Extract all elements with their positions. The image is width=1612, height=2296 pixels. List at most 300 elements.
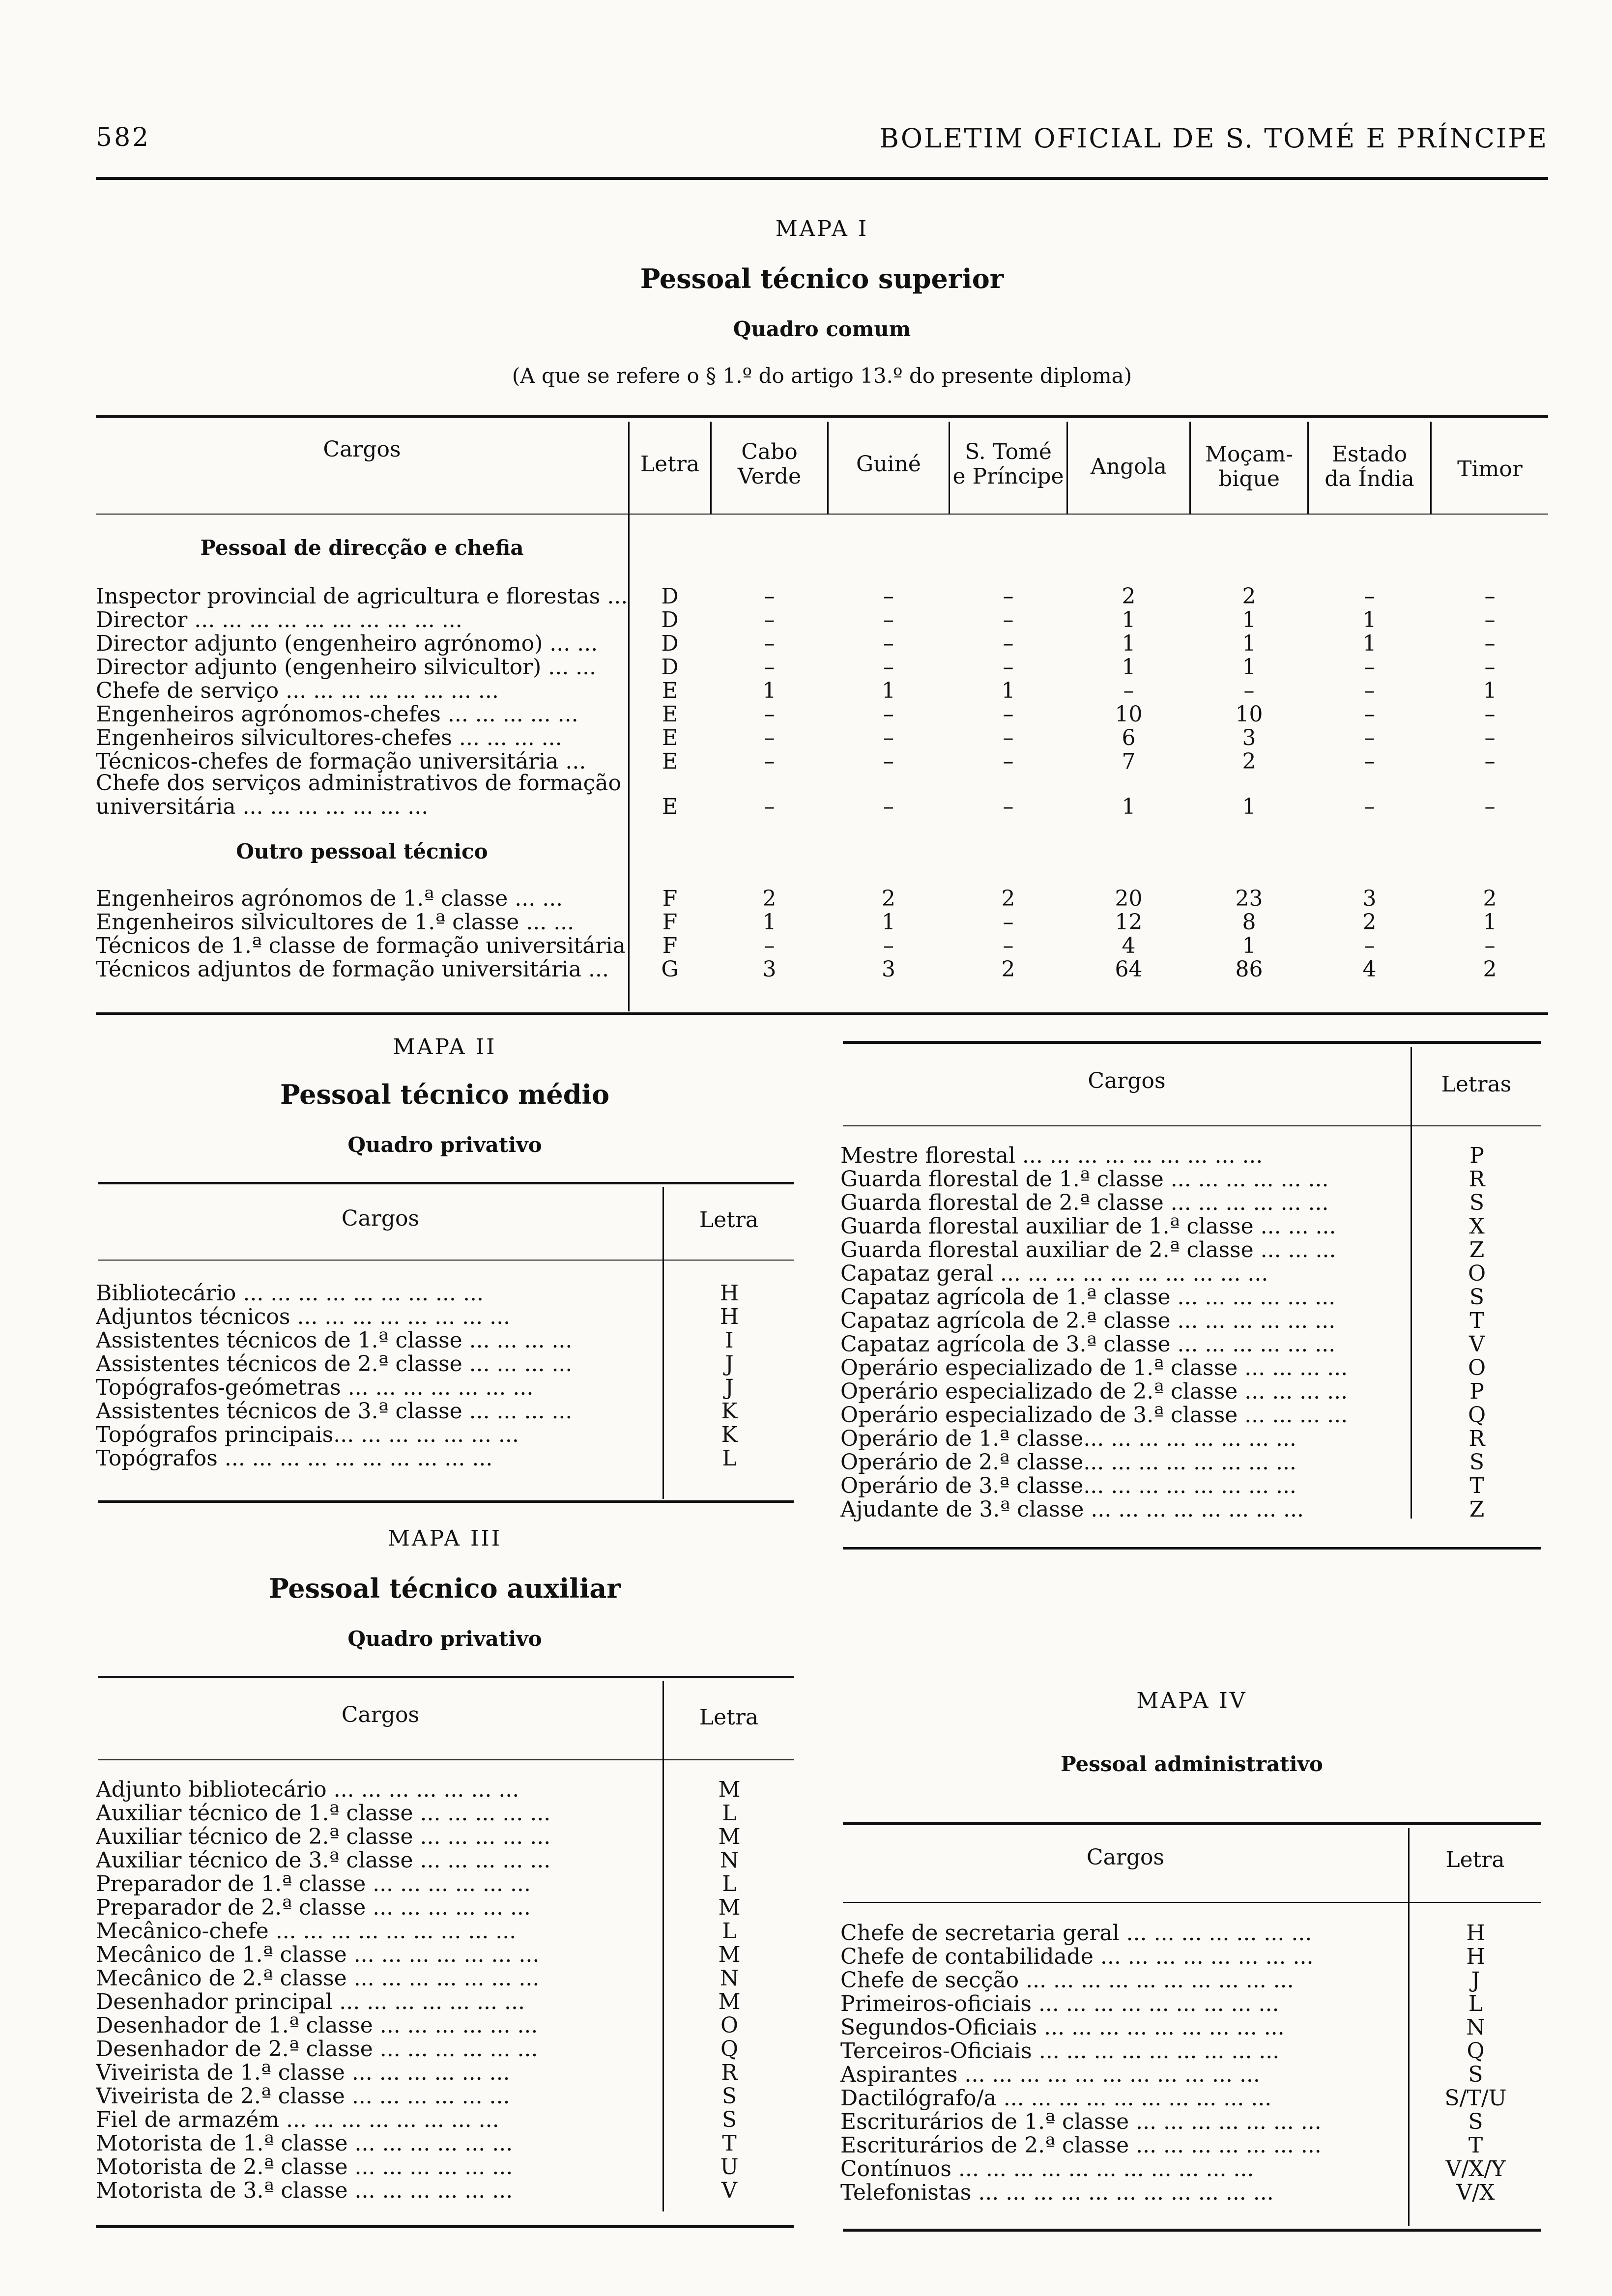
list-item: [840, 1922, 1541, 1945]
cv-cell: 1: [762, 910, 777, 935]
list-item: [96, 2038, 794, 2061]
in-cell: –: [1364, 655, 1375, 680]
letra-cell: V/X: [1456, 2180, 1495, 2205]
cargo-cell: Operário de 1.ª classe... ... ... ... ... ... ... ...: [840, 1427, 1296, 1451]
st-cell: –: [1003, 631, 1014, 656]
cargo-cell: Motorista de 3.ª classe ... ... ... ... ... ...: [96, 2179, 513, 2203]
cont-header-letras: Letras: [1441, 1072, 1512, 1097]
list-item: [96, 2085, 794, 2108]
mapa2-label: MAPA II: [393, 1034, 497, 1060]
letra-cell: V: [721, 2178, 737, 2203]
table-row: [96, 679, 1548, 703]
mapa1-header-guine: Guiné: [856, 452, 921, 477]
letra-cell: E: [662, 678, 678, 703]
cv-cell: –: [764, 631, 775, 656]
list-item: [96, 1943, 794, 1967]
an-cell: 7: [1122, 749, 1136, 774]
letra-cell: I: [725, 1328, 734, 1353]
gu-cell: –: [883, 702, 894, 727]
list-item: [96, 1896, 794, 1920]
table-row: [96, 726, 1548, 750]
list-item: [96, 1352, 794, 1376]
list-item: [96, 2108, 794, 2132]
gu-cell: 1: [882, 678, 895, 703]
letra-cell: D: [661, 584, 679, 609]
mo-cell: 3: [1242, 725, 1256, 750]
table-row: [96, 750, 1548, 774]
an-cell: 1: [1122, 631, 1136, 656]
an-cell: 12: [1115, 910, 1143, 935]
publication-title: BOLETIM OFICIAL DE S. TOMÉ E PRÍNCIPE: [879, 123, 1548, 154]
letra-cell: Q: [1468, 1403, 1486, 1428]
letra-cell: Q: [720, 2037, 739, 2062]
ti-cell: –: [1484, 702, 1496, 727]
list-item: [96, 1849, 794, 1872]
letra-cell: J: [1471, 1968, 1480, 1993]
cargo-cell: Topógrafos ... ... ... ... ... ... ... ... ... ...: [96, 1447, 493, 1470]
letra-cell: S: [1469, 1450, 1485, 1475]
cargo-cell: Mecânico-chefe ... ... ... ... ... ... ... ... ...: [96, 1920, 517, 1943]
letra-cell: F: [662, 933, 678, 958]
cargo-cell: Guarda florestal auxiliar de 1.ª classe ... ... ...: [840, 1215, 1336, 1238]
list-item: [840, 1380, 1541, 1404]
letra-cell: L: [722, 1919, 737, 1944]
list-item: [96, 1447, 794, 1470]
st-cell: –: [1003, 702, 1014, 727]
letra-cell: G: [661, 957, 679, 982]
letra-cell: O: [1468, 1261, 1486, 1286]
cargo-cell: Viveirista de 2.ª classe ... ... ... ... ... ...: [96, 2085, 510, 2108]
letra-cell: F: [662, 910, 678, 935]
letra-cell: L: [722, 1446, 737, 1471]
letra-cell: V/X/Y: [1445, 2156, 1506, 2181]
list-item: [96, 1778, 794, 1802]
cargo-cell: Preparador de 1.ª classe ... ... ... ... ... ...: [96, 1872, 531, 1896]
list-item: [840, 2039, 1541, 2063]
cargo-cell: Guarda florestal de 2.ª classe ... ... ... ... ... ...: [840, 1191, 1329, 1215]
list-item: [96, 1802, 794, 1825]
mapa1-subtitle: Quadro comum: [733, 317, 911, 341]
mapa1-note: (A que se refere o § 1.º do artigo 13.º do presente diploma): [512, 364, 1132, 388]
mapa1-header-sao-tome: S. Tomé e Príncipe: [952, 439, 1064, 489]
table-row: [96, 887, 1548, 911]
letra-cell: O: [720, 2013, 739, 2038]
cargo-cell: Operário de 2.ª classe... ... ... ... ... ... ... ...: [840, 1451, 1296, 1474]
list-item: [96, 2132, 794, 2155]
table-row: [96, 703, 1548, 726]
cargo-cell: Escriturários de 1.ª classe ... ... ... ... ... ... ...: [840, 2110, 1322, 2134]
mo-cell: 10: [1235, 702, 1263, 727]
cv-cell: 1: [762, 678, 777, 703]
letra-cell: H: [1466, 1921, 1485, 1946]
letra-cell: E: [662, 725, 678, 750]
gu-cell: –: [883, 749, 894, 774]
in-cell: 1: [1362, 631, 1377, 656]
cv-cell: –: [764, 607, 775, 632]
mapa3-header-letra: Letra: [699, 1705, 759, 1730]
cargo-cell: Director adjunto (engenheiro silvicultor) ... ...: [96, 656, 597, 679]
ti-cell: –: [1484, 584, 1496, 609]
cargo-cell: Mecânico de 1.ª classe ... ... ... ... ... ... ...: [96, 1943, 540, 1967]
letra-cell: F: [662, 886, 678, 911]
mapa3-label: MAPA III: [387, 1526, 502, 1551]
gu-cell: –: [883, 725, 894, 750]
page-number: 582: [96, 123, 151, 152]
cargo-cell: Mestre florestal ... ... ... ... ... ... ... ... ...: [840, 1144, 1263, 1168]
cargo-cell: Segundos-Oficiais ... ... ... ... ... ... ... ... ...: [840, 2016, 1285, 2039]
an-cell: 20: [1115, 886, 1143, 911]
cargo-cell: Capataz geral ... ... ... ... ... ... ... ... ... ...: [840, 1262, 1268, 1286]
cargo-cell: Director adjunto (engenheiro agrónomo) ... ...: [96, 632, 598, 656]
cargo-cell: Guarda florestal auxiliar de 2.ª classe ... ... ...: [840, 1238, 1336, 1262]
cargo-cell: Contínuos ... ... ... ... ... ... ... ... ... ... ...: [840, 2157, 1254, 2181]
cargo-cell: Inspector provincial de agricultura e florestas ...: [96, 585, 628, 608]
in-cell: 1: [1362, 607, 1377, 632]
st-cell: 1: [1001, 678, 1015, 703]
cargo-cell: Topógrafos principais... ... ... ... ... ... ...: [96, 1423, 519, 1447]
mo-cell: 1: [1242, 655, 1256, 680]
table-row: universitária ... ... ... ... ... ... ... E – – – 1 1 – –: [96, 794, 1496, 819]
ti-cell: 1: [1483, 678, 1497, 703]
cv-cell: –: [764, 584, 775, 609]
letra-cell: S: [1469, 1190, 1485, 1215]
letra-cell: U: [720, 2154, 739, 2180]
cargo-cell: Operário especializado de 1.ª classe ... ... ... ...: [840, 1356, 1348, 1380]
cargo-cell: Auxiliar técnico de 2.ª classe ... ... ... ... ...: [96, 1825, 551, 1849]
list-item: [840, 2087, 1541, 2110]
mapa2-header-letra: Letra: [699, 1207, 759, 1233]
letra-cell: T: [722, 2131, 737, 2156]
list-item: [96, 2155, 794, 2179]
cargo-cell: Director ... ... ... ... ... ... ... ... ... ...: [96, 608, 462, 632]
list-item: [96, 1400, 794, 1423]
cargo-cell: Aspirantes ... ... ... ... ... ... ... ... ... ... ...: [840, 2063, 1260, 2087]
list-item: [96, 1920, 794, 1943]
in-cell: 3: [1362, 886, 1377, 911]
mapa4-header-letra: Letra: [1445, 1847, 1505, 1872]
cargo-cell: Operário de 3.ª classe... ... ... ... ... ... ... ...: [840, 1474, 1296, 1498]
cargo-cell: Operário especializado de 2.ª classe ... ... ... ...: [840, 1380, 1348, 1404]
letra-cell: D: [661, 655, 679, 680]
cargo-cell: Capataz agrícola de 3.ª classe ... ... ... ... ... ...: [840, 1333, 1336, 1356]
page-header: [96, 123, 1548, 162]
an-cell: 2: [1122, 584, 1136, 609]
st-cell: 2: [1001, 886, 1015, 911]
gu-cell: 2: [882, 886, 895, 911]
letra-cell: M: [718, 1989, 741, 2014]
list-item: [96, 2014, 794, 2038]
letra-cell: L: [722, 1801, 737, 1826]
list-item: [96, 1825, 794, 1849]
cargo-cell: Chefe de secretaria geral ... ... ... ... ... ... ...: [840, 1922, 1312, 1945]
mapa2-title: Pessoal técnico médio: [280, 1079, 610, 1110]
letra-cell: N: [1466, 2015, 1485, 2040]
letra-cell: S: [721, 2107, 737, 2132]
mapa3-title: Pessoal técnico auxiliar: [269, 1573, 621, 1604]
cargo-cell: Chefe de secção ... ... ... ... ... ... ... ... ... ...: [840, 1969, 1294, 1992]
cargo-cell: Fiel de armazém ... ... ... ... ... ... ... ...: [96, 2108, 499, 2132]
cargo-cell: Auxiliar técnico de 1.ª classe ... ... ... ... ...: [96, 1802, 551, 1825]
letra-cell: T: [1468, 2133, 1483, 2158]
cargo-cell: Viveirista de 1.ª classe ... ... ... ... ... ...: [96, 2061, 510, 2085]
letra-cell: T: [1469, 1308, 1484, 1333]
gu-cell: –: [883, 933, 894, 958]
in-cell: –: [1364, 749, 1375, 774]
mapa1-header-letra: Letra: [640, 452, 700, 477]
table-row: [96, 608, 1548, 632]
in-cell: –: [1364, 678, 1375, 703]
mapa4-header-cargos: Cargos: [1086, 1845, 1165, 1870]
in-cell: –: [1364, 725, 1375, 750]
in-cell: –: [1364, 702, 1375, 727]
cv-cell: –: [764, 933, 775, 958]
gu-cell: –: [883, 584, 894, 609]
list-item: [96, 2179, 794, 2203]
list-item: [840, 1404, 1541, 1427]
ti-cell: –: [1484, 655, 1496, 680]
letra-cell: H: [720, 1281, 739, 1306]
table-row: [96, 656, 1548, 679]
mapa3-header-cargos: Cargos: [341, 1702, 420, 1727]
list-item: [96, 1990, 794, 2014]
table-row: [96, 585, 1548, 608]
cargo-cell: Adjunto bibliotecário ... ... ... ... ... ... ...: [96, 1778, 519, 1802]
cargo-cell: Técnicos de 1.ª classe de formação universitária: [96, 934, 626, 958]
cargo-cell: Técnicos-chefes de formação universitária ...: [96, 750, 586, 774]
cargo-cell: Mecânico de 2.ª classe ... ... ... ... ... ... ...: [96, 1967, 540, 1990]
mapa1-header-cabo-verde: Cabo Verde: [737, 439, 801, 489]
list-item: [96, 2061, 794, 2085]
ti-cell: 2: [1483, 886, 1497, 911]
list-item: [840, 1474, 1541, 1498]
letra-cell: E: [662, 702, 678, 727]
mapa1-header-estado-india: Estado da Índia: [1324, 442, 1414, 491]
cargo-cell: Assistentes técnicos de 2.ª classe ... ... ... ...: [96, 1352, 573, 1376]
list-item: [96, 1329, 794, 1352]
mapa1-header-timor: Timor: [1457, 457, 1523, 482]
cargo-cell: Terceiros-Oficiais ... ... ... ... ... ... ... ... ...: [840, 2039, 1280, 2063]
letra-cell: S: [721, 2084, 737, 2109]
letra-cell: Z: [1469, 1237, 1485, 1263]
list-item: [840, 1451, 1541, 1474]
mapa4-title: Pessoal administrativo: [1061, 1752, 1323, 1776]
mapa4-label: MAPA IV: [1136, 1688, 1247, 1713]
letra-cell: L: [1468, 1991, 1483, 2016]
list-item: [840, 1498, 1541, 1521]
letra-cell: S: [1468, 2062, 1483, 2087]
letra-cell: R: [721, 2060, 738, 2085]
mapa1-title: Pessoal técnico superior: [640, 263, 1004, 294]
an-cell: 1: [1122, 655, 1136, 680]
letra-cell: Q: [1467, 2038, 1485, 2064]
gu-cell: 3: [882, 957, 895, 982]
list-item: [840, 2110, 1541, 2134]
cargo-cell: Técnicos adjuntos de formação universitária ...: [96, 958, 609, 981]
cargo-cell: Engenheiros silvicultores-chefes ... ... ... ...: [96, 726, 562, 750]
st-cell: –: [1003, 910, 1014, 935]
mapa2-header-cargos: Cargos: [341, 1206, 420, 1231]
ti-cell: 1: [1483, 910, 1497, 935]
mo-cell: 86: [1235, 957, 1263, 982]
an-cell: 4: [1122, 933, 1136, 958]
list-item: [840, 2063, 1541, 2087]
ti-cell: –: [1484, 725, 1496, 750]
list-item: [840, 2134, 1541, 2157]
letra-cell: N: [720, 1966, 739, 1991]
cargo-cell: Desenhador de 1.ª classe ... ... ... ... ... ...: [96, 2014, 538, 2038]
ti-cell: –: [1484, 631, 1496, 656]
cargo-cell: Ajudante de 3.ª classe ... ... ... ... ... ... ... ...: [840, 1498, 1304, 1521]
ti-cell: –: [1484, 749, 1496, 774]
header-rule: [96, 177, 1548, 180]
mapa1-section-direccao: Pessoal de direcção e chefia: [200, 536, 524, 560]
cargo-cell: Telefonistas ... ... ... ... ... ... ... ... ... ... ...: [840, 2181, 1274, 2205]
cv-cell: –: [764, 702, 775, 727]
mapa1-label: MAPA I: [775, 216, 869, 241]
letra-cell: S/T/U: [1444, 2086, 1507, 2111]
list-item: [96, 1967, 794, 1990]
list-item: [96, 1872, 794, 1896]
st-cell: –: [1003, 749, 1014, 774]
an-cell: 1: [1122, 607, 1136, 632]
letra-cell: K: [721, 1422, 738, 1447]
list-item: [840, 2016, 1541, 2039]
mo-cell: 8: [1242, 910, 1256, 935]
st-cell: –: [1003, 933, 1014, 958]
list-item: [840, 2157, 1541, 2181]
in-cell: –: [1364, 584, 1375, 609]
cargo-cell: Assistentes técnicos de 3.ª classe ... ... ... ...: [96, 1400, 573, 1423]
list-item: [840, 1356, 1541, 1380]
cargo-cell: Preparador de 2.ª classe ... ... ... ... ... ...: [96, 1896, 531, 1920]
cv-cell: 3: [762, 957, 777, 982]
st-cell: 2: [1001, 957, 1015, 982]
gu-cell: –: [883, 655, 894, 680]
list-item: [840, 1144, 1541, 1168]
list-item: [840, 1286, 1541, 1309]
letra-cell: M: [718, 1942, 741, 1967]
letra-cell: M: [718, 1824, 741, 1849]
st-cell: –: [1003, 725, 1014, 750]
table-row: [96, 911, 1548, 934]
cargo-cell: Engenheiros silvicultores de 1.ª classe ... ...: [96, 911, 575, 934]
list-item: [840, 2181, 1541, 2205]
gu-cell: –: [883, 607, 894, 632]
letra-cell: R: [1468, 1167, 1485, 1192]
list-item: [840, 1309, 1541, 1333]
list-item: [96, 1305, 794, 1329]
list-item: [840, 1191, 1541, 1215]
letra-cell: H: [720, 1304, 739, 1329]
letra-cell: X: [1469, 1214, 1485, 1239]
letra-cell: J: [725, 1351, 734, 1377]
letra-cell: T: [1469, 1473, 1484, 1498]
cargo-cell: Motorista de 1.ª classe ... ... ... ... ... ...: [96, 2132, 513, 2155]
list-item: [96, 1423, 794, 1447]
list-item: [840, 1427, 1541, 1451]
in-cell: –: [1364, 933, 1375, 958]
an-cell: 10: [1115, 702, 1143, 727]
letra-cell: O: [1468, 1355, 1486, 1380]
cargo-cell: Capataz agrícola de 2.ª classe ... ... ... ... ... ...: [840, 1309, 1336, 1333]
cargo-cell: Adjuntos técnicos ... ... ... ... ... ... ... ...: [96, 1305, 511, 1329]
letra-cell: Z: [1469, 1497, 1485, 1522]
cargo-cell: Motorista de 2.ª classe ... ... ... ... ... ...: [96, 2155, 513, 2179]
cargo-cell: Desenhador de 2.ª classe ... ... ... ... ... ...: [96, 2038, 538, 2061]
mo-cell: 1: [1242, 607, 1256, 632]
mo-cell: 2: [1242, 749, 1256, 774]
letra-cell: S: [1468, 2109, 1483, 2134]
cargo-cell: Chefe de serviço ... ... ... ... ... ... ... ...: [96, 679, 499, 703]
table-row: [96, 632, 1548, 656]
letra-cell: L: [722, 1871, 737, 1896]
list-item: [96, 1282, 794, 1305]
mapa2-subtitle: Quadro privativo: [347, 1133, 542, 1157]
mo-cell: –: [1243, 678, 1255, 703]
cargo-cell: Assistentes técnicos de 1.ª classe ... ... ... ...: [96, 1329, 573, 1352]
cargo-cell: Topógrafos-geómetras ... ... ... ... ... ... ...: [96, 1376, 534, 1400]
letra-cell: K: [721, 1399, 738, 1424]
list-item: [840, 1969, 1541, 1992]
cv-cell: 2: [762, 886, 777, 911]
list-item: [840, 1262, 1541, 1286]
cargo-cell: Guarda florestal de 1.ª classe ... ... ... ... ... ...: [840, 1168, 1329, 1191]
gu-cell: 1: [882, 910, 895, 935]
cargo-cell: Auxiliar técnico de 3.ª classe ... ... ... ... ...: [96, 1849, 551, 1872]
mapa1-header-mocambique: Moçam- bique: [1205, 442, 1293, 491]
letra-cell: P: [1469, 1143, 1484, 1168]
cargo-cell: Chefe de contabilidade ... ... ... ... ... ... ... ...: [840, 1945, 1314, 1969]
letra-cell: E: [662, 749, 678, 774]
gu-cell: –: [883, 631, 894, 656]
letra-cell: D: [661, 607, 679, 632]
cargo-cell: Engenheiros agrónomos de 1.ª classe ... ...: [96, 887, 563, 911]
ti-cell: 2: [1483, 957, 1497, 982]
letra-cell: H: [1466, 1944, 1485, 1969]
an-cell: 6: [1122, 725, 1136, 750]
letra-cell: J: [725, 1375, 734, 1400]
mo-cell: 1: [1242, 631, 1256, 656]
letra-cell: P: [1469, 1379, 1484, 1404]
mo-cell: 1: [1242, 933, 1256, 958]
cv-cell: –: [764, 655, 775, 680]
in-cell: 2: [1362, 910, 1377, 935]
in-cell: 4: [1362, 957, 1377, 982]
mapa3-subtitle: Quadro privativo: [347, 1627, 542, 1651]
letra-cell: M: [718, 1777, 741, 1802]
list-item: [840, 1333, 1541, 1356]
letra-cell: D: [661, 631, 679, 656]
an-cell: –: [1123, 678, 1134, 703]
letra-cell: V: [1469, 1332, 1485, 1357]
mo-cell: 2: [1242, 584, 1256, 609]
letra-cell: N: [720, 1848, 739, 1873]
cargo-cell: Desenhador principal ... ... ... ... ... ... ...: [96, 1990, 525, 2014]
list-item: [840, 1992, 1541, 2016]
an-cell: 64: [1115, 957, 1143, 982]
ti-cell: –: [1484, 607, 1496, 632]
cv-cell: –: [764, 725, 775, 750]
list-item: [96, 1376, 794, 1400]
list-item: [840, 1238, 1541, 1262]
letra-cell: S: [1469, 1285, 1485, 1310]
st-cell: –: [1003, 607, 1014, 632]
cargo-cell: Capataz agrícola de 1.ª classe ... ... ... ... ... ...: [840, 1286, 1336, 1309]
list-item: [840, 1215, 1541, 1238]
table-row: Chefe dos serviços administrativos de formação: [96, 772, 621, 795]
st-cell: –: [1003, 655, 1014, 680]
letra-cell: R: [1468, 1426, 1485, 1451]
